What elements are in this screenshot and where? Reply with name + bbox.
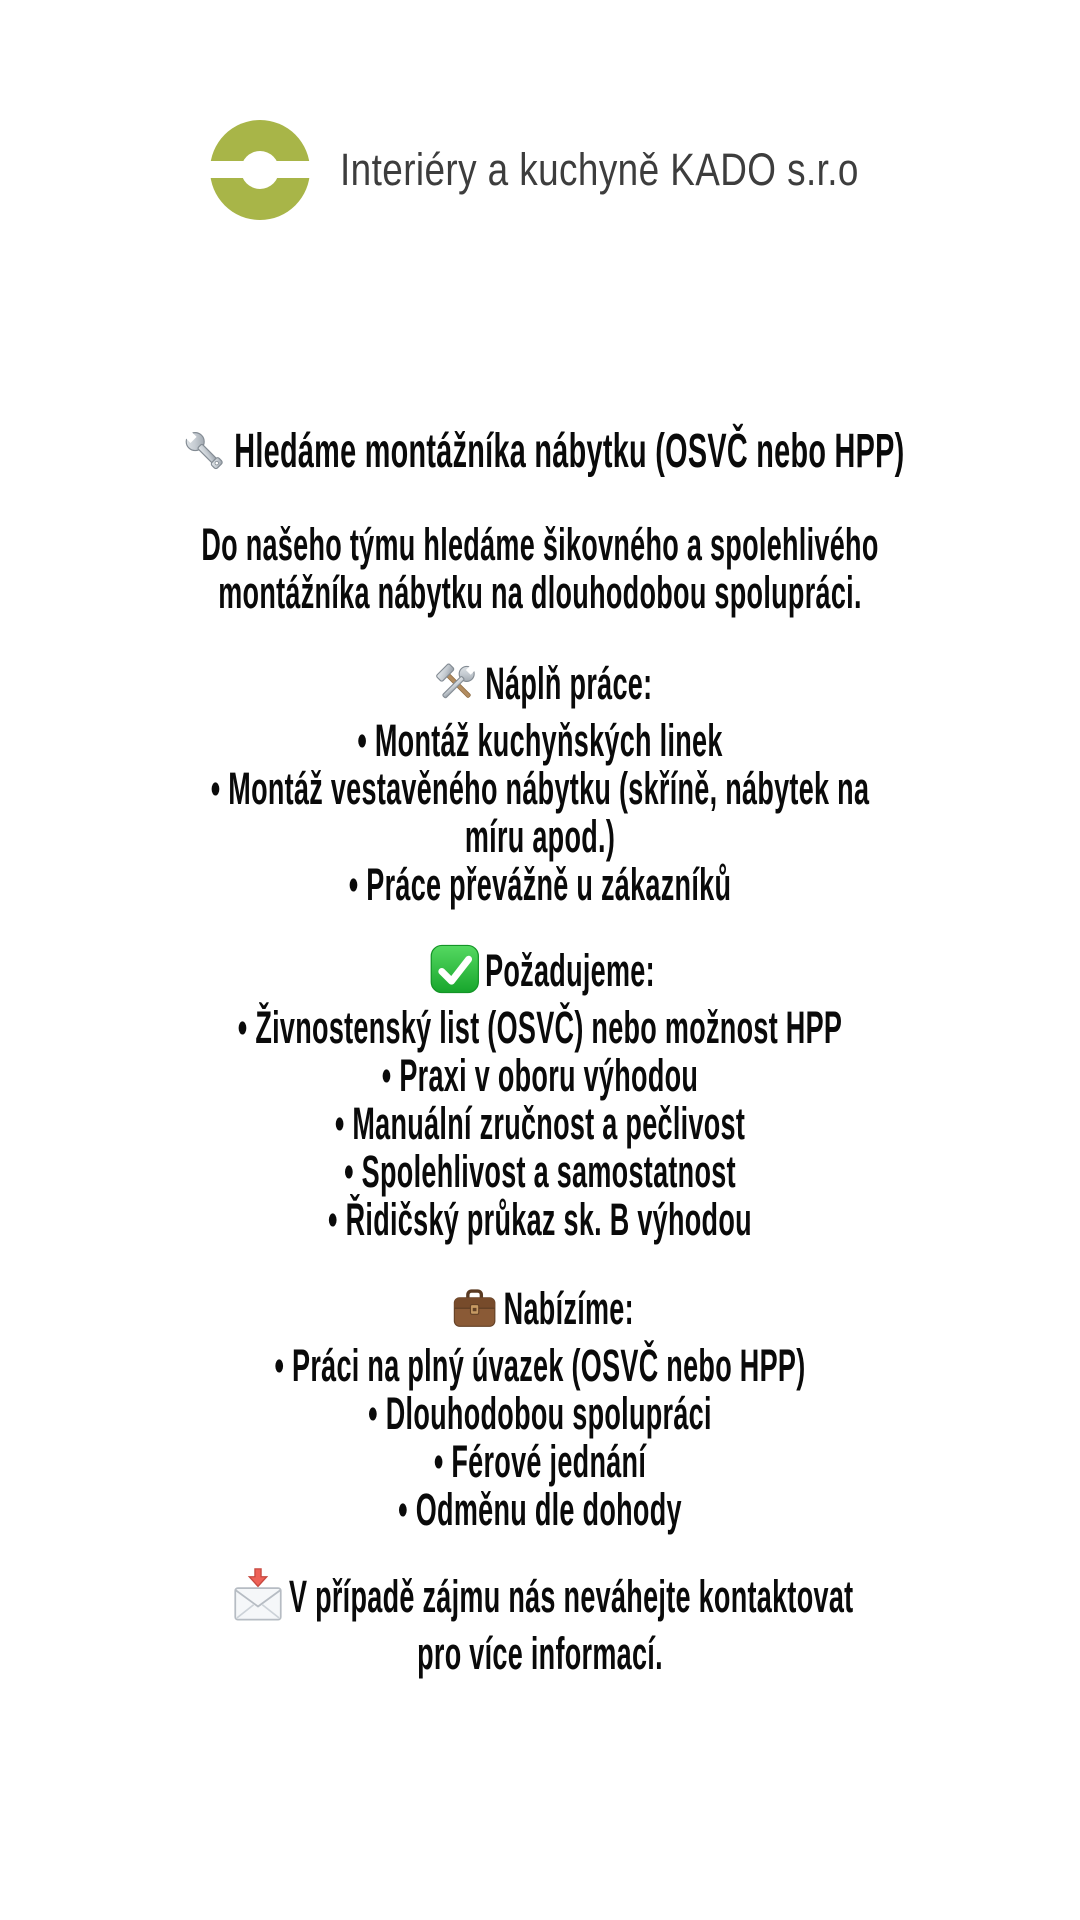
list-item: míru apod.) xyxy=(464,811,616,862)
list-item: • Spolehlivost a samostatnost xyxy=(344,1146,736,1197)
briefcase-icon xyxy=(451,1285,499,1333)
section-offer xyxy=(0,1280,1080,1534)
job-title-line xyxy=(0,422,1080,482)
list-item: • Manuální zručnost a pečlivost xyxy=(334,1098,746,1149)
section-job-description xyxy=(0,655,1080,909)
envelope-arrow-icon xyxy=(230,1568,286,1624)
intro-line: Do našeho týmu hledáme šikovného a spolehlivého xyxy=(201,519,879,570)
section-heading-text: Náplň práce: xyxy=(485,658,653,709)
list-item: • Praxi v oboru výhodou xyxy=(381,1050,699,1101)
list-item: • Práci na plný úvazek (OSVČ nebo HPP) xyxy=(274,1340,806,1391)
list-item: • Práce převážně u zákazníků xyxy=(348,859,732,910)
company-name: Interiéry a kuchyně KADO s.r.o xyxy=(339,144,859,195)
list-item: • Férové jednání xyxy=(433,1436,647,1487)
section-heading-line xyxy=(0,655,1080,713)
section-heading-line xyxy=(0,942,1080,1000)
section-heading-text: Nabízíme: xyxy=(503,1283,634,1334)
section-heading-line xyxy=(0,1280,1080,1338)
list-item: • Dlouhodobou spolupráci xyxy=(368,1388,712,1439)
intro-line: montážníka nábytku na dlouhodobou spolupráci. xyxy=(218,567,862,618)
contact-block xyxy=(0,1568,1080,1678)
list-item: • Živnostenský list (OSVČ) nebo možnost HPP xyxy=(237,1002,843,1053)
hammer-wrench-icon xyxy=(432,660,480,708)
list-item: • Řidičský průkaz sk. B výhodou xyxy=(328,1194,752,1245)
contact-line-text: pro více informací. xyxy=(417,1628,663,1679)
list-item: • Montáž vestavěného nábytku (skříně, nábytek na xyxy=(210,763,870,814)
section-heading-text: Požadujeme: xyxy=(485,945,655,996)
check-mark-icon xyxy=(429,943,481,995)
job-title-text: Hledáme montážníka nábytku (OSVČ nebo HPP) xyxy=(234,425,905,478)
contact-line xyxy=(0,1568,1080,1626)
wrench-icon xyxy=(180,426,230,476)
job-title-block xyxy=(0,422,1080,482)
intro-block xyxy=(0,521,1080,617)
contact-line-text: V případě zájmu nás neváhejte kontaktovat xyxy=(288,1571,854,1622)
list-item: • Montáž kuchyňských linek xyxy=(357,715,723,766)
list-item: • Odměnu dle dohody xyxy=(398,1484,682,1535)
section-requirements xyxy=(0,942,1080,1244)
